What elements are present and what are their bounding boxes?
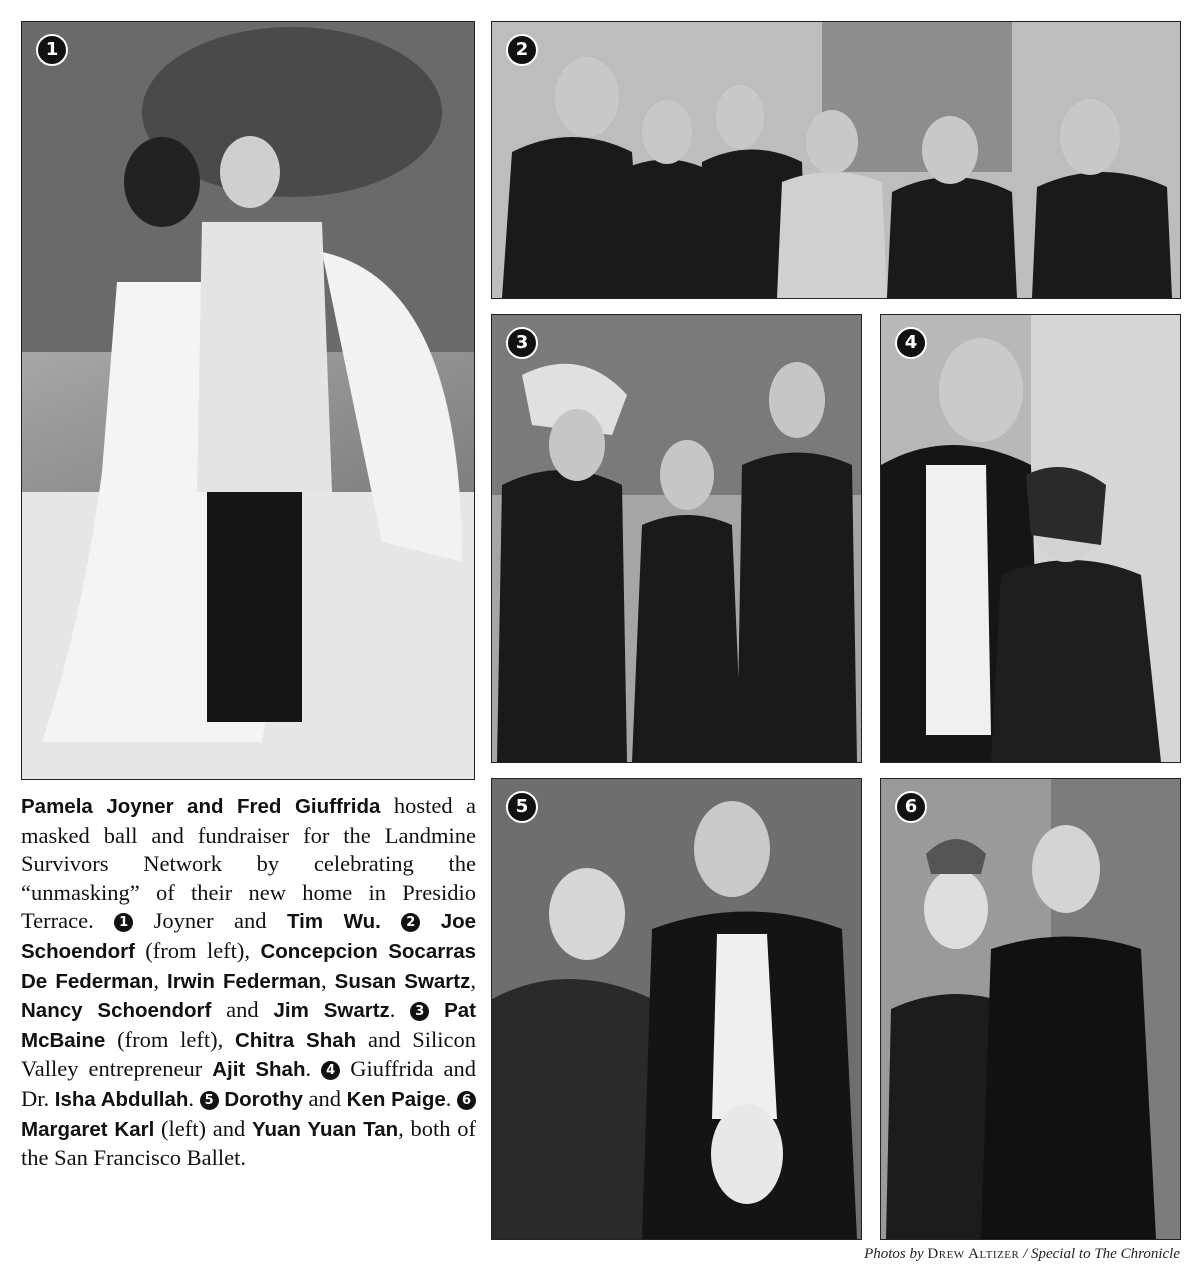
person-name: Isha Abdullah	[54, 1087, 189, 1111]
person-name: Margaret Karl	[21, 1117, 155, 1141]
caption-text: and	[211, 997, 274, 1023]
caption-text: Joyner and	[133, 908, 287, 934]
caption-text: and Silicon Valley entrepreneur	[21, 1026, 476, 1082]
photo-number-badge: 6	[895, 791, 927, 823]
person-name: Ken Paige	[346, 1087, 446, 1111]
caption-number-3: 3	[410, 1002, 429, 1021]
photo-5	[491, 778, 862, 1240]
photo-number-badge: 1	[36, 34, 68, 66]
photographer-name: Drew Altizer	[927, 1246, 1020, 1262]
caption-text: , both of the San Francisco Ballet.	[21, 1115, 476, 1171]
photo-3	[491, 314, 862, 763]
caption-text: .	[445, 1085, 458, 1111]
photo-1-image	[22, 22, 474, 779]
person-name: Chitra Shah	[234, 1028, 357, 1052]
caption-text: (from left),	[134, 937, 261, 963]
photo-number-badge: 3	[506, 327, 538, 359]
caption-text: .	[305, 1056, 322, 1082]
person-name: Jim Swartz	[273, 999, 390, 1023]
person-name: Nancy Schoendorf	[21, 999, 212, 1023]
caption-text: ,	[320, 967, 335, 993]
photo-6-image	[881, 779, 1180, 1239]
photo-4	[880, 314, 1181, 763]
caption-number-1: 1	[114, 913, 133, 932]
caption-text: ,	[470, 967, 476, 993]
person-name: Pat McBaine	[21, 999, 477, 1052]
caption-text: Giuffrida and Dr.	[21, 1056, 477, 1111]
caption-text: (left) and	[154, 1115, 252, 1141]
person-name: Joe Schoendorf	[21, 910, 477, 963]
photo-5-image	[492, 779, 861, 1239]
photo-2-image	[492, 22, 1180, 298]
photo-caption	[21, 792, 476, 1173]
caption-number-5: 5	[200, 1091, 219, 1110]
person-name: Ajit Shah	[212, 1058, 306, 1082]
photo-number-badge: 2	[506, 34, 538, 66]
credit-suffix: / Special to The Chronicle	[1019, 1246, 1180, 1262]
caption-number-6: 6	[457, 1091, 476, 1110]
caption-intro: hosted a masked ball and fundraiser for the Landmine Survivors Network by celebrating the “unmasking” of their new home in Presidio Terrace.	[21, 793, 476, 934]
caption-text: (from left),	[105, 1026, 235, 1052]
host-names: Pamela Joyner and Fred Giuffrida	[21, 795, 381, 818]
caption-number-4: 4	[321, 1061, 340, 1080]
photo-6	[880, 778, 1181, 1240]
caption-text: and	[302, 1085, 347, 1111]
caption-number-2: 2	[401, 913, 420, 932]
photo-2	[491, 21, 1181, 299]
caption-text: .	[389, 997, 411, 1023]
photo-number-badge: 5	[506, 791, 538, 823]
person-name: Dorothy	[224, 1087, 303, 1111]
person-name: Concepcion Socarras De Federman	[21, 939, 476, 993]
person-name: Susan Swartz	[334, 969, 471, 993]
person-name: Yuan Yuan Tan	[251, 1117, 399, 1141]
person-name: Tim Wu.	[287, 910, 381, 934]
photo-3-image	[492, 315, 861, 762]
photo-4-image	[881, 315, 1180, 762]
person-name: Irwin Federman	[167, 969, 321, 993]
caption-text: .	[188, 1085, 200, 1111]
photo-1	[21, 21, 475, 780]
credit-prefix: Photos by	[864, 1246, 928, 1262]
photo-number-badge: 4	[895, 327, 927, 359]
photo-credit	[864, 1246, 1180, 1263]
caption-text: ,	[153, 967, 167, 993]
